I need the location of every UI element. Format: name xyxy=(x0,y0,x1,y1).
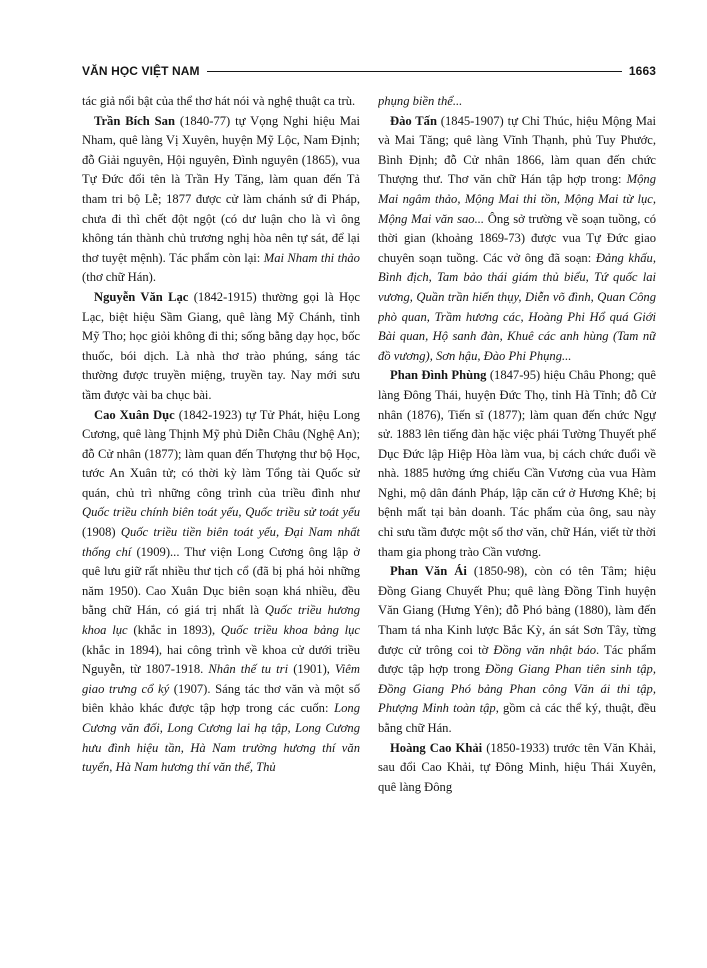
entry-cao-xuan-duc: Cao Xuân Dục (1842-1923) tự Tử Phát, hiệu Long Cương, quê làng Thịnh Mỹ phủ Diễn Châu (Nghệ An); đỗ Cử nhân (1877); làm quan đến Thượng thư bộ Học, tước An Xuân tử; có thời kỳ làm Tổng tài Quốc sử quán, chủ trì những công trình của triều đình như Quốc triều chính biên toát yếu, Quốc triều sử toát yếu (1908) Quốc triều tiền biên toát yếu, Đại Nam nhất thống chí (1909)... Thư viện Long Cương ông lập ở quê lưu giữ rất nhiều thư tịch cổ (đã bị phá hỏi những năm 1950). Cao Xuân Dục biên soạn khá nhiều, đều bằng chữ Hán, có giá trị nhất là Quốc triều hương khoa lục (khắc in 1893), Quốc triều khoa bảng lục (khắc in 1894), hai công trình về khoa cử dưới triều Nguyễn, từ 1807-1918. Nhân thế tu tri (1901), Viêm giao trưng cổ ký (1907). Sáng tác thơ văn và một số biên khảo khác được tập hợp trong các cuốn: Long Cương văn đối, Long Cương lai hạ tập, Long Cương hưu đình hiệu tần, Hà Nam trường hương thí văn tuyển, Hà Nam hương thí văn thể, Thủ xyxy=(82,407,360,775)
header-rule xyxy=(207,71,622,72)
page-number: 1663 xyxy=(628,64,656,78)
left-column xyxy=(82,92,360,952)
right-column xyxy=(378,92,656,952)
entry-name: Cao Xuân Dục xyxy=(94,407,175,422)
entry-name: Hoàng Cao Khải xyxy=(390,740,483,755)
entry-name: Đào Tấn xyxy=(390,113,437,128)
entry-name: Phan Văn Ái xyxy=(390,564,467,579)
page-header xyxy=(82,62,656,80)
entry-tran-bich-san: Trần Bích San (1840-77) tự Vọng Nghi hiệu Mai Nham, quê làng Vị Xuyên, huyện Mỹ Lộc, Nam Định; đỗ Giải nguyên, Hội nguyên, Đình nguyên (1865), vua Tự Đức đổi tên là Trần Hy Tăng, làm quan đến Tả tham tri bộ Lễ; 1877 được cử làm chánh sứ đi Pháp, chưa đi thì chết đột ngột (có dư luận cho là vì ông không tán thành chủ trương nghị hòa nên tự sát, để lại thơ tuyệt mệnh). Tác phẩm còn lại: Mai Nham thi thảo (thơ chữ Hán). xyxy=(82,113,360,285)
entry-nguyen-van-lac: Nguyễn Văn Lạc (1842-1915) thường gọi là Học Lạc, biệt hiệu Sầm Giang, quê làng Mỹ Chánh, tỉnh Mỹ Tho; học giỏi không đi thi; sống bằng dạy học, bốc thuốc, bói dịch. Là nhà thơ trào phúng, sáng tác thường được truyền miệng, truyền tay. Nay mới sưu tầm được vài ba chục bài. xyxy=(82,289,360,402)
paragraph-thu-phung-continuation: phụng biền thể... xyxy=(378,94,463,108)
running-title: VĂN HỌC VIỆT NAM xyxy=(82,64,200,78)
entry-phan-dinh-phung: Phan Đình Phùng (1847-95) hiệu Châu Phong; quê làng Đông Thái, huyện Đức Thọ, tỉnh Hà Tĩnh; đỗ Cử nhân (1876), Tiến sĩ (1877); làm quan đến chức Ngự sử. 1883 lên tiếng đàn hặc việc phái Tường Thuyết phế Dục Đức lập Hiệp Hòa làm vua, bị cách chức đuổi về nhà. 1885 hưởng ứng chiếu Cần Vương của vua Hàm Nghi, mộ dân đánh Pháp, lập căn cứ ở Hương Khê; bị bệnh mất tại bản doanh. Tác phẩm của ông, sau này chỉ sưu tầm được một số thơ văn, chữ Hán, viết từ thời tham gia phong trào Cần vương. xyxy=(378,368,656,559)
entry-name: Phan Đình Phùng xyxy=(390,368,487,383)
entry-name: Nguyễn Văn Lạc xyxy=(94,289,189,304)
entry-phan-van-ai: Phan Văn Ái (1850-98), còn có tên Tâm; hiệu Đồng Giang Chuyết Phu; quê làng Đồng Tỉnh huyện Văn Giang (Hưng Yên); đỗ Phó bảng (1880), làm đến Tham tá nha Kinh lược Bắc Kỳ, án sát Sơn Tây, từng được cử trông coi tờ Đồng văn nhật báo. Tác phẩm được tập hợp trong Đồng Giang Phan tiên sinh tập, Đồng Giang Phó bảng Phan công Văn ái thi tập, Phượng Minh toàn tập, gồm cả các thể ký, thuật, đều bằng chữ Hán. xyxy=(378,564,656,735)
entry-hoang-cao-khai: Hoàng Cao Khải (1850-1933) trước tên Văn Khải, sau đổi Cao Khải, tự Đông Minh, hiệu Thái Xuyên, quê làng Đông xyxy=(378,740,656,794)
entry-dao-tan: Đào Tấn (1845-1907) tự Chỉ Thúc, hiệu Mộng Mai và Mai Tăng; quê làng Vĩnh Thạnh, phủ Tuy Phước, Bình Định; đỗ Cử nhân 1866, làm quan đến chức Thượng thư. Thơ văn chữ Hán tập hợp trong: Mộng Mai ngâm thảo, Mộng Mai thi tồn, Mộng Mai từ lục, Mộng Mai văn sao... Ông sở trường về soạn tuồng, có thời gian (khoảng 1869-73) được vua Tự Đức giao chuyên soạn tuồng. Các vở ông đã soạn: Đảng khấu, Bình địch, Tam bảo thái giám thủ biểu, Tứ quốc lai vương, Quần trần hiến thụy, Diễn võ đình, Quan Công phò quan, Trầm hương các, Hoàng Phi Hổ quá Giới Bài quan, Hộ sanh đàn, Khuê các anh hùng (Tam nữ đồ vương), Sơn hậu, Đào Phi Phụng... xyxy=(378,113,656,363)
entry-name: Trần Bích San xyxy=(94,113,175,128)
paragraph-ca-tru-continuation: tác giả nổi bật của thể thơ hát nói và nghệ thuật ca trù. xyxy=(82,94,356,108)
